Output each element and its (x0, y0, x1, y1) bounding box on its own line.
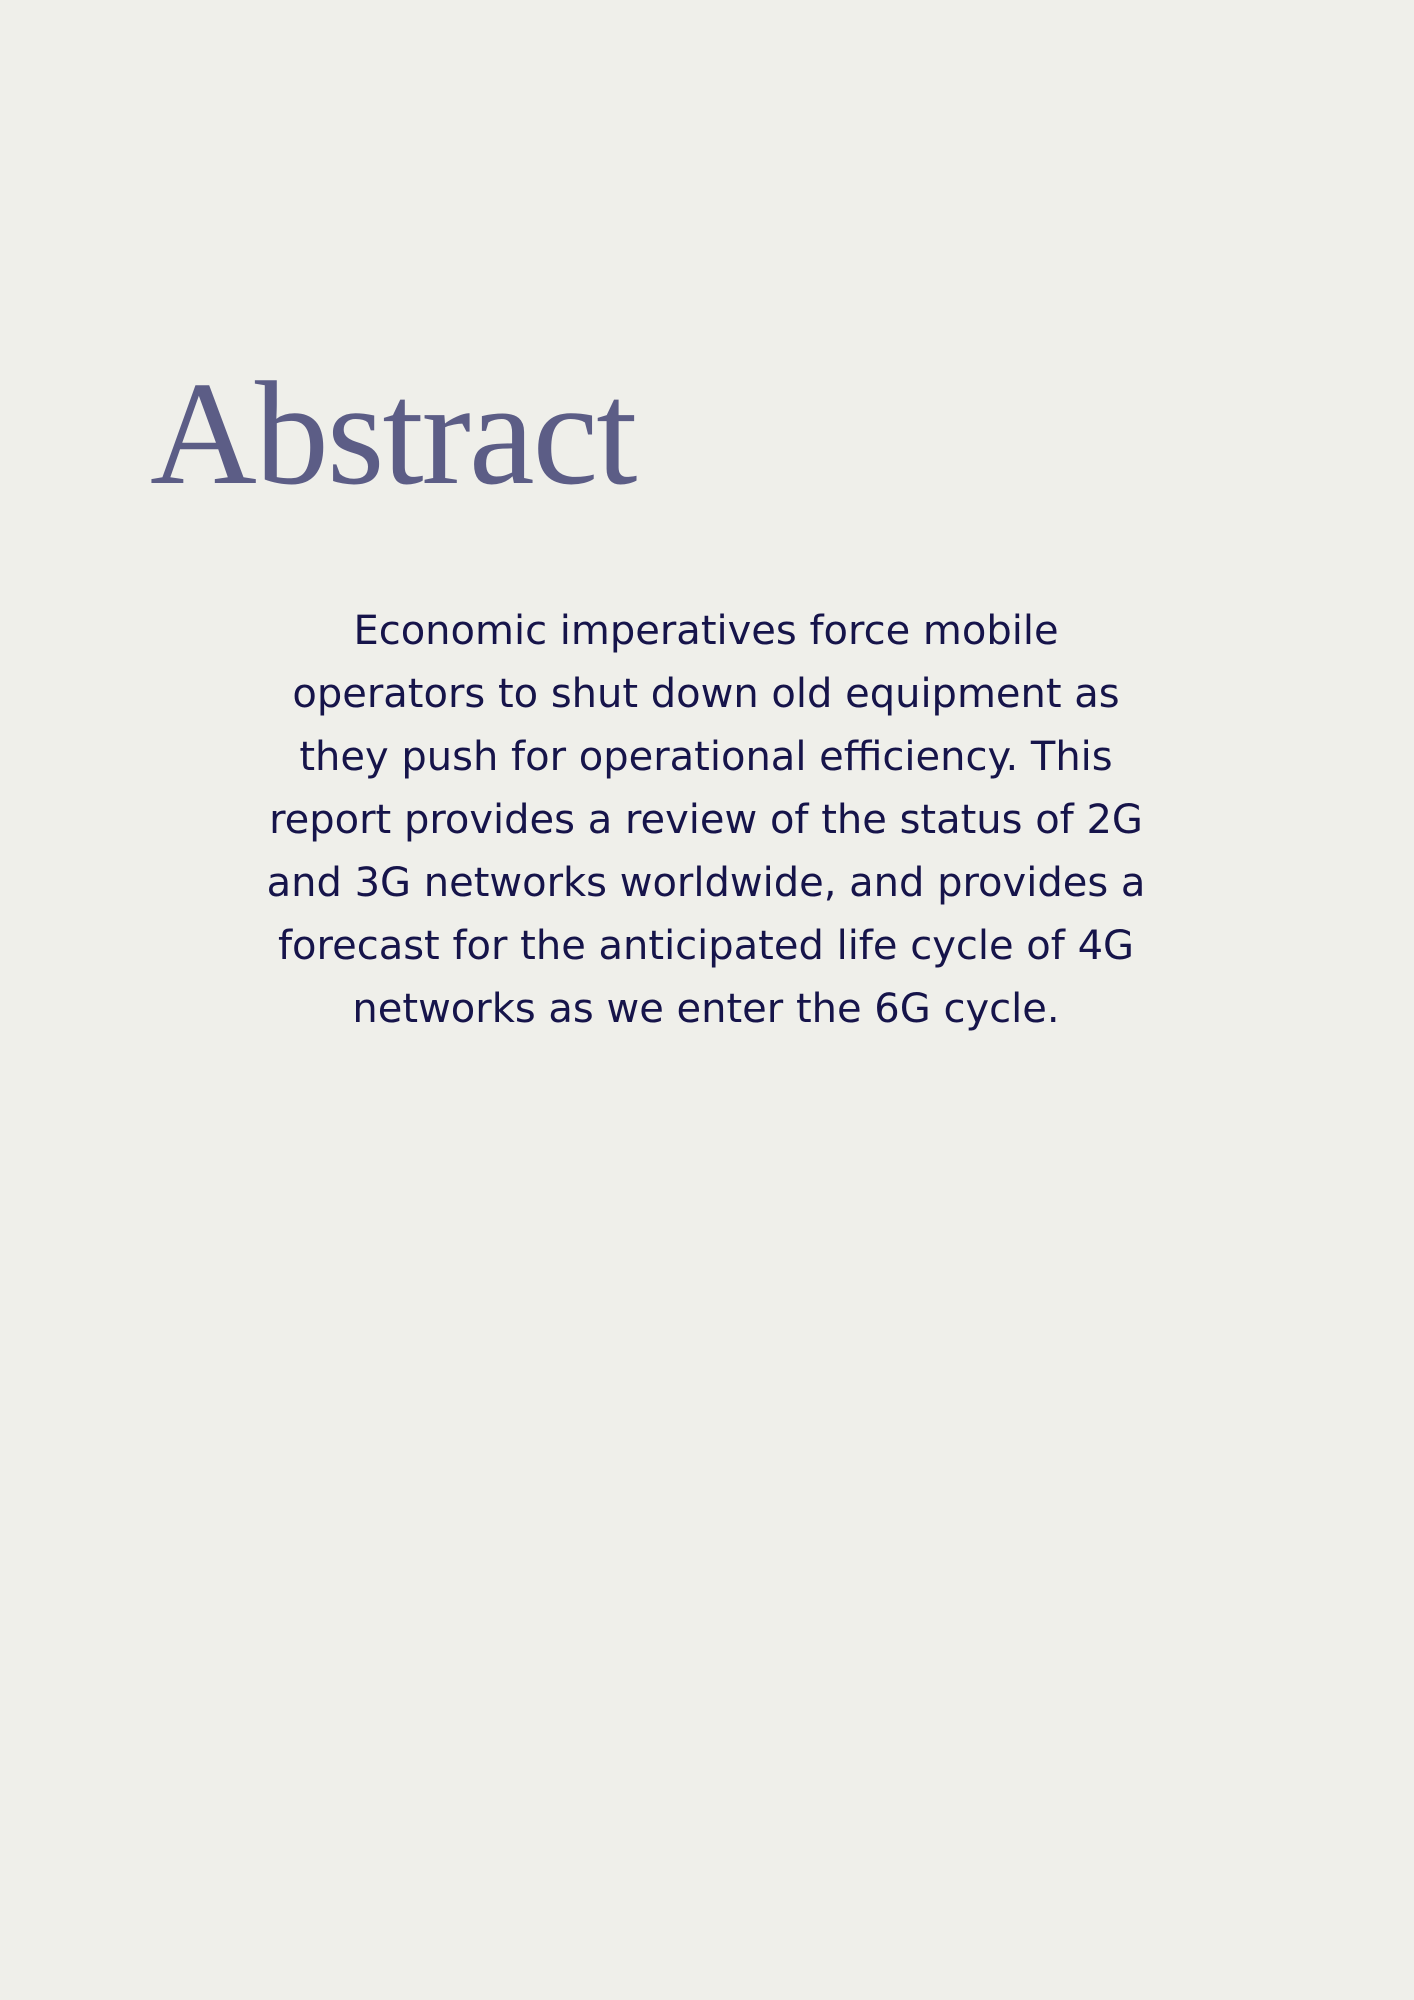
abstract-line: forecast for the anticipated life cycle of 4G (277, 923, 1135, 969)
abstract-line: operators to shut down old equipment as (292, 671, 1120, 717)
abstract-line: Economic imperatives force mobile (353, 608, 1059, 654)
abstract-line: and 3G networks worldwide, and provides a (266, 860, 1146, 906)
abstract-paragraph (200, 600, 1212, 1041)
abstract-line: they push for operational efficiency. This (299, 734, 1113, 780)
abstract-line: report provides a review of the status of 2G (269, 797, 1143, 843)
abstract-line: networks as we enter the 6G cycle. (352, 986, 1060, 1032)
page-title: Abstract (150, 352, 636, 516)
